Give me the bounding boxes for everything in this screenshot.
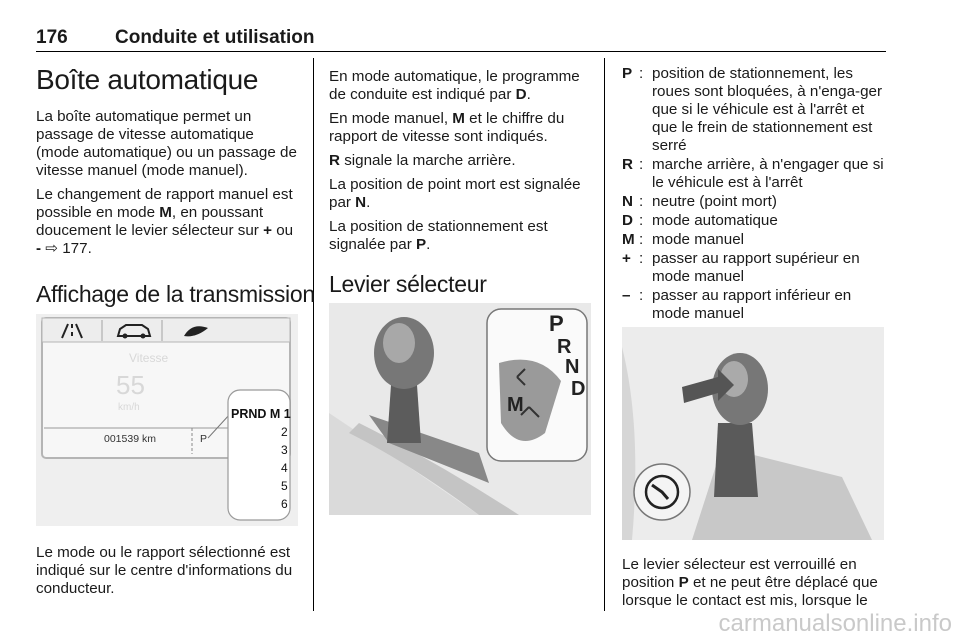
bottom-paragraph: Le levier sélecteur est verrouillé en position P et ne peut être déplacé que lorsque le contact est mis, lorsque le xyxy=(622,556,878,609)
gear-letter: P xyxy=(200,433,208,445)
paragraph: Le changement de rapport manuel est possible en mode M, en poussant doucement le levier sélecteur sur + ou - ⇨ 177. xyxy=(36,186,294,257)
definition-row xyxy=(622,193,888,211)
definition-row xyxy=(622,156,888,192)
transmission-display-figure xyxy=(36,314,298,526)
gear-number: 4 xyxy=(281,461,288,475)
header-rule xyxy=(36,51,886,52)
page-heading: Boîte automatique xyxy=(36,64,259,95)
selector-lever-illustration xyxy=(329,303,591,515)
speed-value: 55 xyxy=(116,370,145,400)
definition-text: passer au rapport inférieur en mode manuel xyxy=(652,287,852,322)
selector-lever-figure xyxy=(329,303,591,515)
lever-letter: D xyxy=(571,378,586,400)
column-2 xyxy=(329,68,595,260)
paragraph: La position de stationnement est signalée par P. xyxy=(329,218,548,253)
lever-letter: R xyxy=(557,336,572,358)
watermark: carmanualsonline.info xyxy=(718,610,952,637)
definition-key: D xyxy=(622,212,633,229)
gear-position-list xyxy=(622,65,888,324)
definition-row xyxy=(622,287,888,323)
definition-key: + xyxy=(622,250,631,267)
definition-key: M xyxy=(622,231,635,248)
paragraph: La position de point mort est signalée par N. xyxy=(329,176,581,211)
speed-label: Vitesse xyxy=(129,351,169,365)
section-title: Conduite et utilisation xyxy=(115,27,315,48)
section-heading: Levier sélecteur xyxy=(329,271,487,297)
odometer: 001539 km xyxy=(104,433,156,445)
paragraph: En mode manuel, M et le chiffre du rapport de vitesse sont indiqués. xyxy=(329,110,565,145)
column-1 xyxy=(36,64,300,264)
definition-colon: : xyxy=(639,156,644,173)
definition-text: passer au rapport supérieur en mode manuel xyxy=(652,250,860,285)
definition-row xyxy=(622,231,888,249)
lever-lock-illustration xyxy=(622,327,884,540)
definition-key: P xyxy=(622,65,633,82)
lever-letter: N xyxy=(565,356,580,378)
gear-number: 5 xyxy=(281,479,288,493)
page-number: 176 xyxy=(36,27,68,48)
column-divider xyxy=(604,58,605,611)
definition-colon: : xyxy=(639,250,644,267)
definition-text: position de stationnement, les roues sont bloquées, à n'enga-ger que si le véhicule est à l'arrêt et que le frein de stationnement est serré xyxy=(652,65,883,154)
driver-information-centre-illustration xyxy=(36,314,298,526)
gear-number: 6 xyxy=(281,497,288,511)
speed-unit: km/h xyxy=(118,402,140,413)
definition-text: mode automatique xyxy=(652,212,778,229)
definition-colon: : xyxy=(639,65,644,82)
definition-key: – xyxy=(622,287,631,304)
definition-row xyxy=(622,65,888,155)
callout-modes: PRND M 1 xyxy=(231,407,291,421)
column-divider xyxy=(313,58,314,611)
definition-text: mode manuel xyxy=(652,231,745,248)
definition-colon: : xyxy=(639,193,644,210)
paragraph: En mode automatique, le programme de conduite est indiqué par D. xyxy=(329,68,580,103)
gear-number: 3 xyxy=(281,443,288,457)
lever-lock-figure xyxy=(622,327,884,540)
figure-caption: Le mode ou le rapport sélectionné est indiqué sur le centre d'informations du conducteur. xyxy=(36,544,293,597)
definition-colon: : xyxy=(639,231,644,248)
lever-letter: P xyxy=(549,311,564,336)
section-heading: Affichage de la transmission xyxy=(36,281,315,307)
gear-number: 2 xyxy=(281,425,288,439)
definition-text: neutre (point mort) xyxy=(652,193,777,210)
definition-row xyxy=(622,250,888,286)
lever-letter: M xyxy=(507,394,524,416)
definition-row xyxy=(622,212,888,230)
definition-key: N xyxy=(622,193,633,210)
definition-colon: : xyxy=(639,212,644,229)
definition-key: R xyxy=(622,156,633,173)
paragraph: La boîte automatique permet un passage de vitesse automatique (mode automatique) ou un passage de vitesse manuel (mode manuel). xyxy=(36,108,297,179)
paragraph: R signale la marche arrière. xyxy=(329,152,516,169)
definition-text: marche arrière, à n'engager que si le véhicule est à l'arrêt xyxy=(652,156,884,191)
definition-colon: : xyxy=(639,287,644,304)
